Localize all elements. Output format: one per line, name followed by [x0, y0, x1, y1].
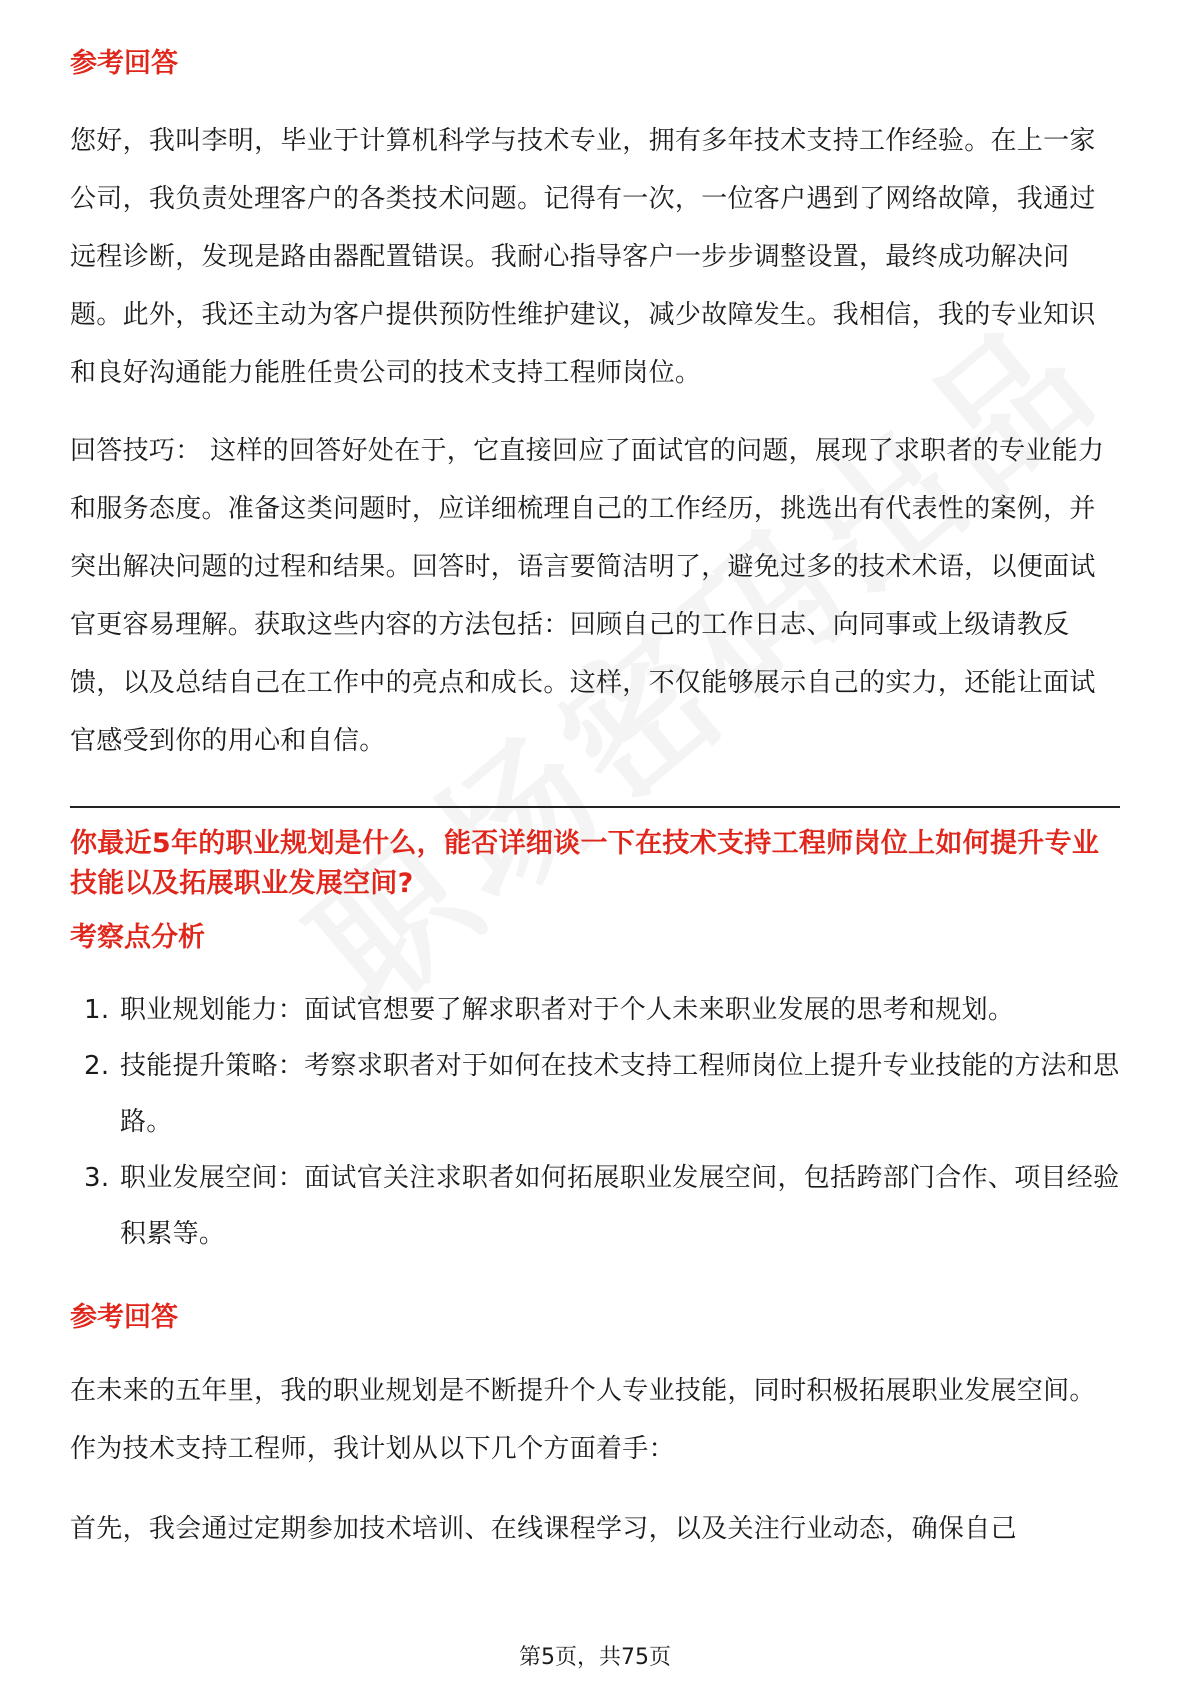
analysis-list-item — [70, 1150, 1120, 1262]
answer-tips-paragraph: 回答技巧： 这样的回答好处在于，它直接回应了面试官的问题，展现了求职者的专业能力和服务态度。准备这类问题时，应详细梳理自己的工作经历，挑选出有代表性的案例，并突出解决问题的过程和结果。回答时，语言要简洁明了，避免过多的技术术语，以便面试官更容易理解。获取这些内容的方法包括：回顾自己的工作日志、向同事或上级请教反馈，以及总结自己在工作中的亮点和成长。这样，不仅能够展示自己的实力，还能让面试官感受到你的用心和自信。 — [70, 436, 1105, 756]
question-title: 你最近5年的职业规划是什么，能否详细谈一下在技术支持工程师岗位上如何提升专业技能以及拓展职业发展空间? — [70, 828, 1100, 899]
section-divider — [70, 806, 1120, 808]
answer-heading: 参考回答 — [70, 1302, 178, 1333]
list-item-text: 技能提升策略：考察求职者对于如何在技术支持工程师岗位上提升专业技能的方法和思路。 — [120, 1051, 1120, 1137]
answer-heading: 参考回答 — [70, 48, 178, 79]
analysis-list — [70, 982, 1120, 1262]
list-number: 3. — [84, 1163, 110, 1193]
answer-paragraph: 首先，我会通过定期参加技术培训、在线课程学习，以及关注行业动态，确保自己 — [70, 1514, 1017, 1544]
list-number: 1. — [84, 995, 110, 1025]
analysis-heading: 考察点分析 — [70, 922, 205, 953]
page-number-footer: 第5页，共75页 — [519, 1645, 671, 1670]
analysis-list-item — [70, 982, 1120, 1038]
page-content — [70, 44, 1120, 1558]
list-number: 2. — [84, 1051, 110, 1081]
list-item-text: 职业规划能力：面试官想要了解求职者对于个人未来职业发展的思考和规划。 — [120, 995, 1015, 1025]
answer-paragraph: 在未来的五年里，我的职业规划是不断提升个人专业技能，同时积极拓展职业发展空间。作为技术支持工程师，我计划从以下几个方面着手： — [70, 1376, 1096, 1464]
analysis-list-item — [70, 1038, 1120, 1150]
answer-paragraph: 您好，我叫李明，毕业于计算机科学与技术专业，拥有多年技术支持工作经验。在上一家公司，我负责处理客户的各类技术问题。记得有一次，一位客户遇到了网络故障，我通过远程诊断，发现是路由器配置错误。我耐心指导客户一步步调整设置，最终成功解决问题。此外，我还主动为客户提供预防性维护建议，减少故障发生。我相信，我的专业知识和良好沟通能力能胜任贵公司的技术支持工程师岗位。 — [70, 126, 1096, 388]
list-item-text: 职业发展空间：面试官关注求职者如何拓展职业发展空间，包括跨部门合作、项目经验积累等。 — [120, 1163, 1120, 1249]
